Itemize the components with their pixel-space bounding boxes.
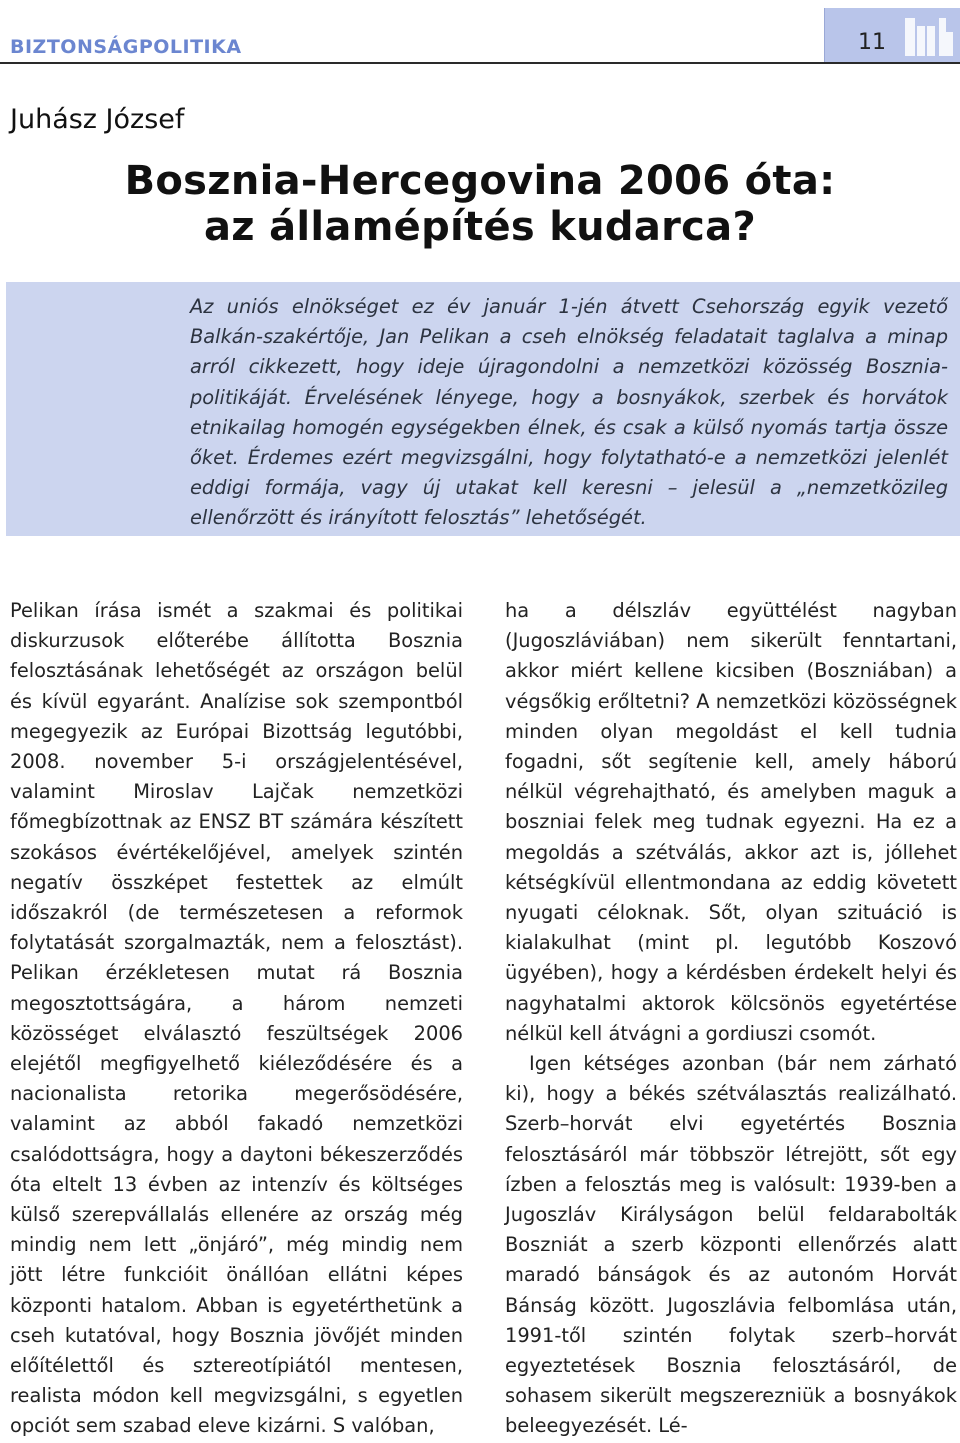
body-paragraph: Igen kétséges azonban (bár nem zárható ki), hogy a békés szétválasztás realizálható. Szerb–horvát elvi egyetértés Bosznia felosztásáról már többször létrejött, sőt egy ízben a felosztás meg is valósult: 1939-ben a Jugoszláv Királyságon belül feldarabolták Boszniát a szerb központi ellenőrzés alatt maradó bánságok és az autonóm Horvát Bánság között. Jugoszlávia felbomlása után, 1991-től szintén folytak szerb–horvát egyeztetések Bosznia felosztásáról, de sohasem sikerült megszerezniük a bosnyákok beleegyezését. Lé- — [505, 1052, 957, 1438]
header-rule — [0, 62, 960, 64]
body-paragraph: ha a délszláv együttélést nagyban (Jugoszláviában) nem sikerült fenntartani, akkor miért kellene kicsiben (Boszniában) a végsőkig erőltetni? A nemzetközi közösségnek minden olyan megoldást el kell tudnia fogadni, sőt segítenie kell, amely háború nélkül végrehajtható, és amelyben maguk a boszniai felek meg tudnak egyezni. Ha ez a megoldás a szétválás, akkor azt is, jóllehet kétségkívül ellentmondana az eddig követett nyugati céloknak. Sőt, olyan szituáció is kialakulhat (mint pl. legutóbb Koszovó ügyében), hogy a kérdésben érdekelt helyi és nagyhatalmi aktorok kölcsönös egyetértése nélkül kell átvágni a gordiuszi csomót. — [505, 599, 957, 1045]
section-title: BIZTONSÁGPOLITIKA — [10, 36, 242, 58]
mh-logo-icon — [903, 14, 955, 60]
page-number: 11 — [858, 30, 886, 55]
body-column-left — [10, 596, 463, 1442]
body-column-right — [505, 596, 957, 1442]
body-paragraph: Pelikan írása ismét a szakmai és politikai diskurzusok előterébe állította Bosznia felosztásának lehetőségét az országon belül és kívül egyaránt. Analízise sok szempontból megegyezik az Európai Bizottság legutóbbi, 2008. november 5-i országjelentésével, valamint Miroslav Lajčak nemzetközi főmegbízottnak az ENSZ BT számára készített szokásos évértékelőjével, amelyek szintén negatív összképet festettek az elmúlt időszakról (de természetesen a reformok folytatását szorgalmazták, nem a felosztást). Pelikan érzékletesen mutat rá Bosznia megosztottságára, a három nemzeti közösséget elválasztó feszültségek 2006 elejétől megfigyelhető kiéleződésére és a nacionalista retorika megerősödésére, valamint az abból fakadó nemzetközi csalódottságra, hogy a daytoni békeszerződés óta eltelt 13 évben az intenzív és költséges külső szerepvállalás ellenére az ország még mindig nem lett „önjáró”, még mindig nem jött létre funkcióit önállóan ellátni képes központi hatalom. Abban is egyetérthetünk a cseh kutatóval, hogy Bosznia jövőjét minden előítélettől és sztereotípiától mentesen, realista módon kell megvizsgálni, s egyetlen opciót sem szabad eleve kizárni. S valóban, — [10, 599, 463, 1438]
abstract-text: Az uniós elnökséget ez év január 1-jén átvett Csehország egyik vezető Balkán-szakértője, Jan Pelikan a cseh elnökség feladatait taglalva a minap arról cikkezett, hogy ideje újragondolni a nemzetközi közösség Bosznia-politikáját. Érvelésének lényege, hogy a bosnyákok, szerbek és horvátok etnikailag homogén egységekben élnek, és csak a külső nyomás tartja össze őket. Érdemes ezért megvizsgálni, hogy folytatható-e a nemzetközi jelenlét eddigi formája, vagy új utakat kell keresni – jelesül a „nemzetközileg ellenőrzött és irányított felosztás” lehetőségét. — [190, 295, 948, 530]
author-name: Juhász József — [10, 104, 185, 135]
article-title-line-1: Bosznia-Hercegovina 2006 óta: — [124, 158, 836, 204]
article-title-line-2: az államépítés kudarca? — [204, 204, 756, 250]
